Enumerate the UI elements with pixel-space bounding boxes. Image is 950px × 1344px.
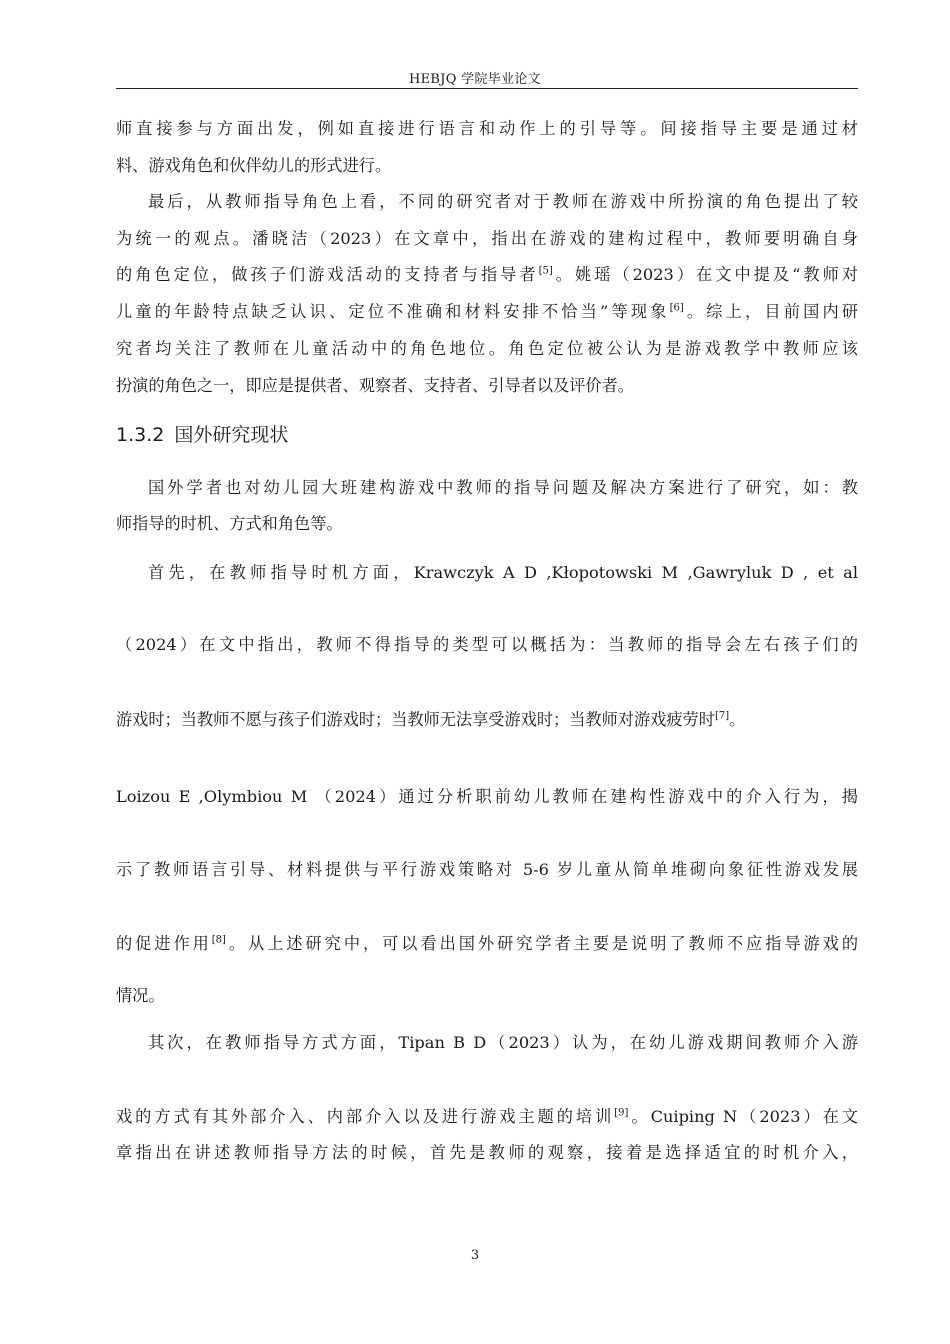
text-run: 。Cuiping N（2023）在文 xyxy=(628,1107,859,1126)
header-rule xyxy=(116,88,858,89)
text-line: 扮演的角色之一，即应是提供者、观察者、支持者、引导者以及评价者。 xyxy=(116,376,634,395)
text-line: 料、游戏角色和伙伴幼儿的形式进行。 xyxy=(116,156,392,175)
citation-superscript: [9] xyxy=(614,1107,629,1119)
citation-superscript: [8] xyxy=(211,934,226,946)
running-header: HEBJQ 学院毕业论文 xyxy=(409,72,541,87)
text-line xyxy=(116,933,858,955)
text-line: 示了教师语言引导、材料提供与平行游戏策略对 5-6 岁儿童从简单堆砌向象征性游戏发展 xyxy=(116,860,858,879)
text-line: 为统一的观点。潘晓洁（2023）在文章中，指出在游戏的建构过程中，教师要明确自身 xyxy=(116,229,858,248)
text-line: 最后，从教师指导角色上看，不同的研究者对于教师在游戏中所扮演的角色提出了较 xyxy=(148,192,858,211)
text-run: 。姚瑶（2023）在文中提及“教师对 xyxy=(552,265,858,284)
text-line xyxy=(116,1106,858,1128)
section-heading xyxy=(116,422,288,448)
section-title: 国外研究现状 xyxy=(174,424,289,446)
citation-superscript: [6] xyxy=(669,302,684,314)
text-line: （2024）在文中指出，教师不得指导的类型可以概括为：当教师的指导会左右孩子们的 xyxy=(116,635,858,654)
text-run: 戏的方式有其外部介入、内部介入以及进行游戏主题的培训 xyxy=(116,1107,615,1126)
text-run: 的促进作用 xyxy=(116,934,212,953)
text-line xyxy=(116,301,858,323)
text-line: 国外学者也对幼儿园大班建构游戏中教师的指导问题及解决方案进行了研究，如：教 xyxy=(148,478,858,497)
text-line: 师直接参与方面出发，例如直接进行语言和动作上的引导等。间接指导主要是通过材 xyxy=(116,119,858,138)
text-line: 其次，在教师指导方式方面，Tipan B D（2023）认为，在幼儿游戏期间教师介入游 xyxy=(148,1033,858,1052)
text-run: 。综上，目前国内研 xyxy=(683,302,859,321)
text-run: 。 xyxy=(729,710,746,729)
text-line: 首先，在教师指导时机方面，Krawczyk A D ,Kłopotowski M ,Gawryluk D , et al xyxy=(148,563,858,582)
text-run: 。从上述研究中，可以看出国外研究学者主要是说明了教师不应指导游戏的 xyxy=(225,934,859,953)
text-line: 师指导的时机、方式和角色等。 xyxy=(116,514,343,533)
citation-superscript: [7] xyxy=(714,710,730,722)
text-line xyxy=(116,709,858,731)
text-line xyxy=(116,264,858,286)
text-run: 游戏时；当教师不愿与孩子们游戏时；当教师无法享受游戏时；当教师对游戏疲劳时 xyxy=(116,710,715,729)
text-line: 情况。 xyxy=(116,986,165,1005)
text-line: 章指出在讲述教师指导方法的时候，首先是教师的观察，接着是选择适宜的时机介入， xyxy=(116,1143,858,1162)
text-run: 儿童的年龄特点缺乏认识、定位不准确和材料安排不恰当”等现象 xyxy=(116,302,670,321)
text-run: 的角色定位，做孩子们游戏活动的支持者与指导者 xyxy=(116,265,539,284)
text-line: Loizou E ,Olymbiou M （2024）通过分析职前幼儿教师在建构性游戏中的介入行为，揭 xyxy=(116,787,858,806)
citation-superscript: [5] xyxy=(538,265,553,277)
section-number: 1.3.2 xyxy=(116,424,165,446)
text-line: 究者均关注了教师在儿童活动中的角色地位。角色定位被公认为是游戏教学中教师应该 xyxy=(116,339,858,358)
page-number: 3 xyxy=(470,1248,480,1263)
